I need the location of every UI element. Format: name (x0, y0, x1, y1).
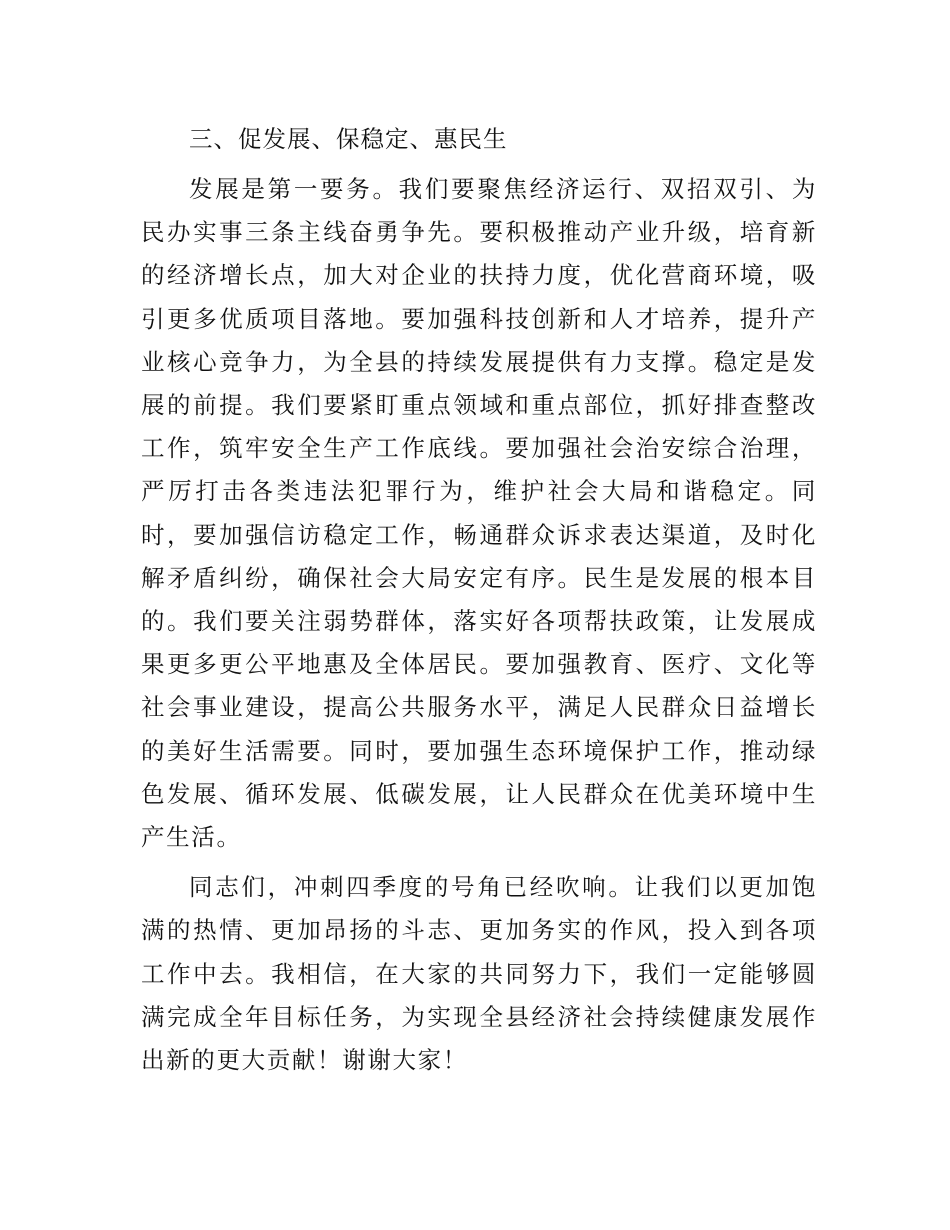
section-heading: 三、促发展、保稳定、惠民生 (189, 125, 508, 153)
paragraph-development: 发展是第一要务。我们要聚焦经济运行、双招双引、为民办实事三条主线奋勇争先。要积极推动产业升级，培育新的经济增长点，加大对企业的扶持力度，优化营商环境，吸引更多优质项目落地。要加强科技创新和人才培养，提升产业核心竞争力，为全县的持续发展提供有力支撑。稳定是发展的前提。我们要紧盯重点领域和重点部位，抓好排查整改工作，筑牢安全生产工作底线。要加强社会治安综合治理，严厉打击各类违法犯罪行为，维护社会大局和谐稳定。同时，要加强信访稳定工作，畅通群众诉求表达渠道，及时化解矛盾纠纷，确保社会大局安定有序。民生是发展的根本目的。我们要关注弱势群体，落实好各项帮扶政策，让发展成果更多更公平地惠及全体居民。要加强教育、医疗、文化等社会事业建设，提高公共服务水平，满足人民群众日益增长的美好生活需要。同时，要加强生态环境保护工作，推动绿色发展、循环发展、低碳发展，让人民群众在优美环境中生产生活。 (141, 175, 817, 852)
paragraph-closing: 同志们，冲刺四季度的号角已经吹响。让我们以更加饱满的热情、更加昂扬的斗志、更加务实的作风，投入到各项工作中去。我相信，在大家的共同努力下，我们一定能够圆满完成全年目标任务，为实现全县经济社会持续健康发展作出新的更大贡献！谢谢大家！ (141, 873, 817, 1075)
document-body (141, 118, 817, 1082)
